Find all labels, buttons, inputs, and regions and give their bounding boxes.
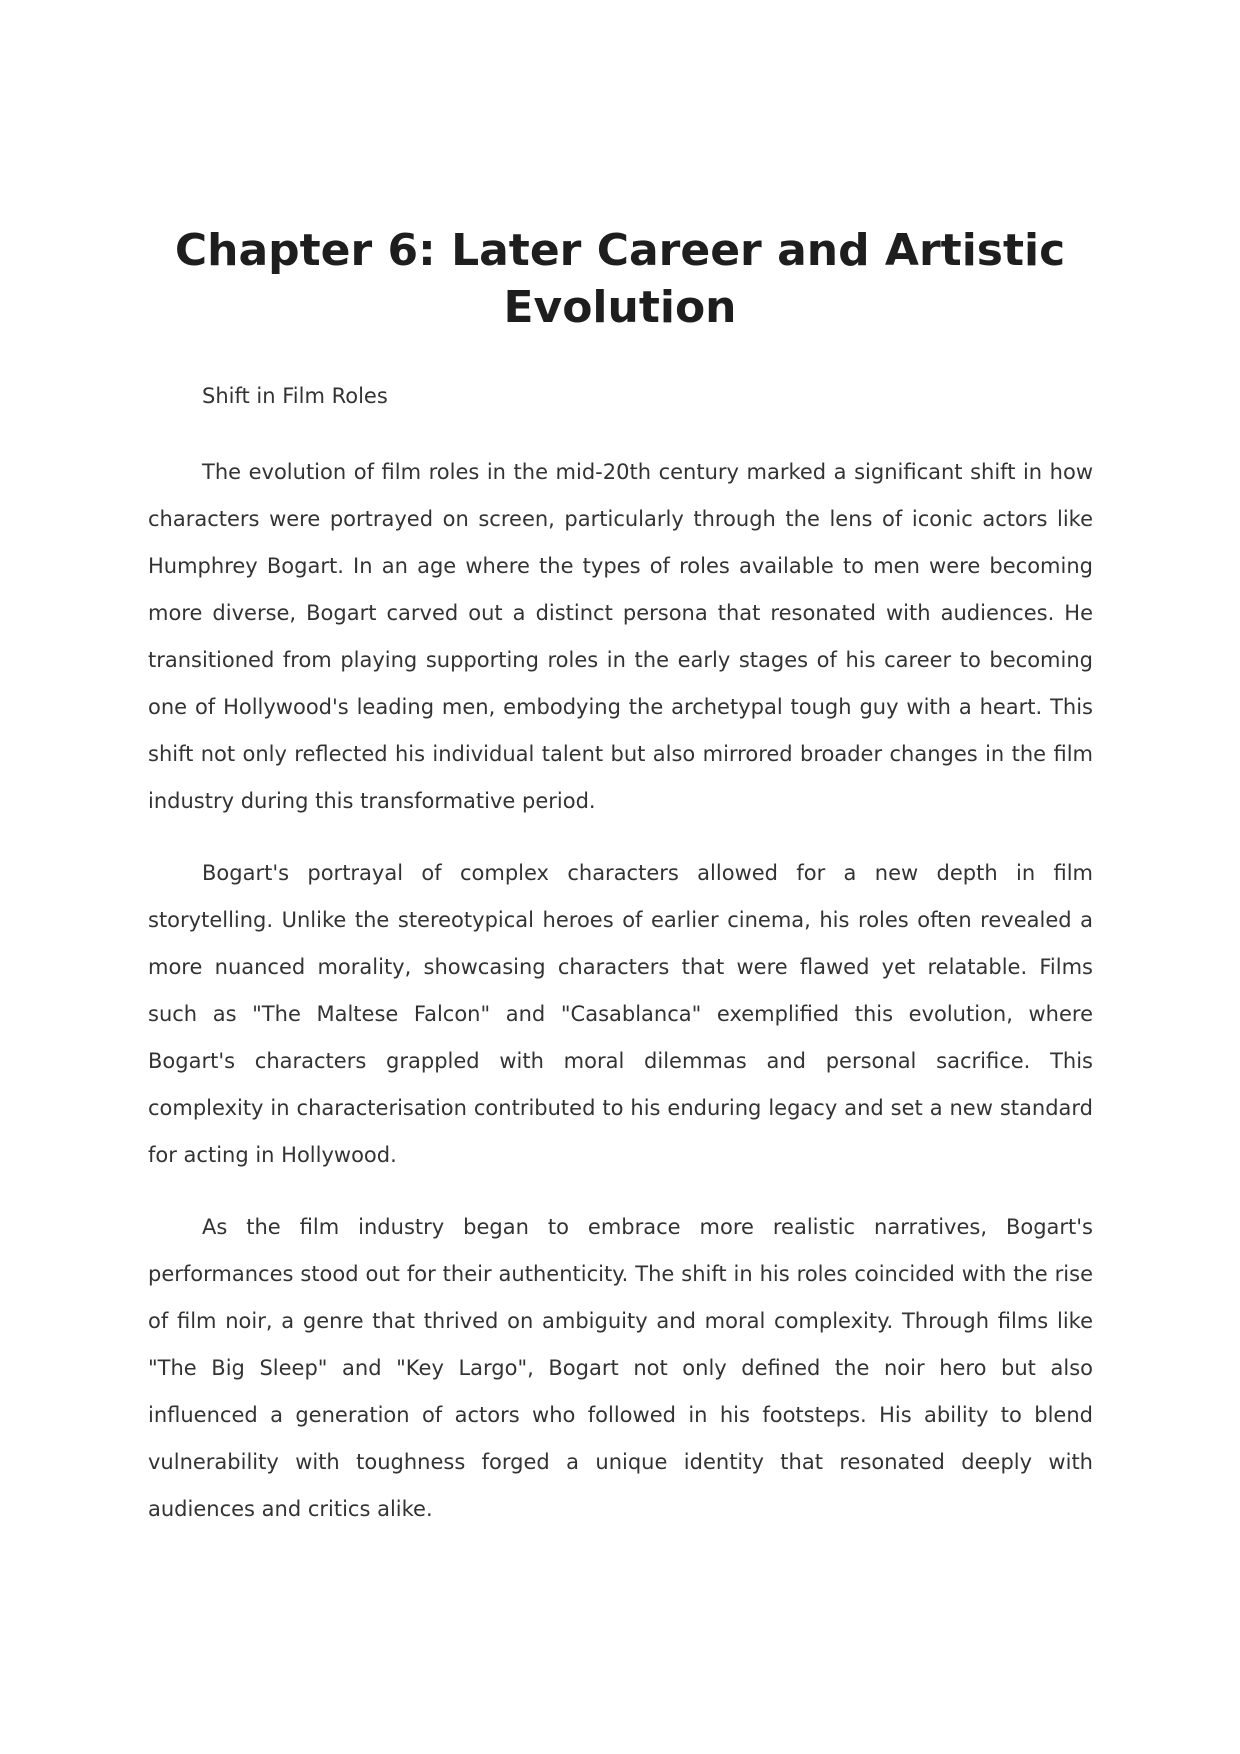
body-paragraph: As the film industry began to embrace more realistic narratives, Bogart's performances stood out for their authenticity. The shift in his roles coincided with the rise of film noir, a genre that thrived on ambiguity and moral complexity. Through films like "The Big Sleep" and "Key Largo", Bogart not only defined the noir hero but also influenced a generation of actors who followed in his footsteps. His ability to blend vulnerability with toughness forged a unique identity that resonated deeply with audiences and critics alike. bbox=[148, 1215, 1093, 1521]
chapter-title: Chapter 6: Later Career and Artistic Evolution bbox=[174, 225, 1066, 333]
body-paragraph: Bogart's portrayal of complex characters allowed for a new depth in film storytelling. Unlike the stereotypical heroes of earlier cinema, his roles often revealed a more nuanced morality, showcasing characters that were flawed yet relatable. Films such as "The Maltese Falcon" and "Casablanca" exemplified this evolution, where Bogart's characters grappled with moral dilemmas and personal sacrifice. This complexity in characterisation contributed to his enduring legacy and set a new standard for acting in Hollywood. bbox=[148, 861, 1093, 1167]
body-paragraph: The evolution of film roles in the mid-20th century marked a significant shift in how characters were portrayed on screen, particularly through the lens of iconic actors like Humphrey Bogart. In an age where the types of roles available to men were becoming more diverse, Bogart carved out a distinct persona that resonated with audiences. He transitioned from playing supporting roles in the early stages of his career to becoming one of Hollywood's leading men, embodying the archetypal tough guy with a heart. This shift not only reflected his individual talent but also mirrored broader changes in the film industry during this transformative period. bbox=[148, 460, 1093, 813]
section-heading: Shift in Film Roles bbox=[202, 384, 388, 408]
chapter-body bbox=[148, 381, 1093, 1533]
